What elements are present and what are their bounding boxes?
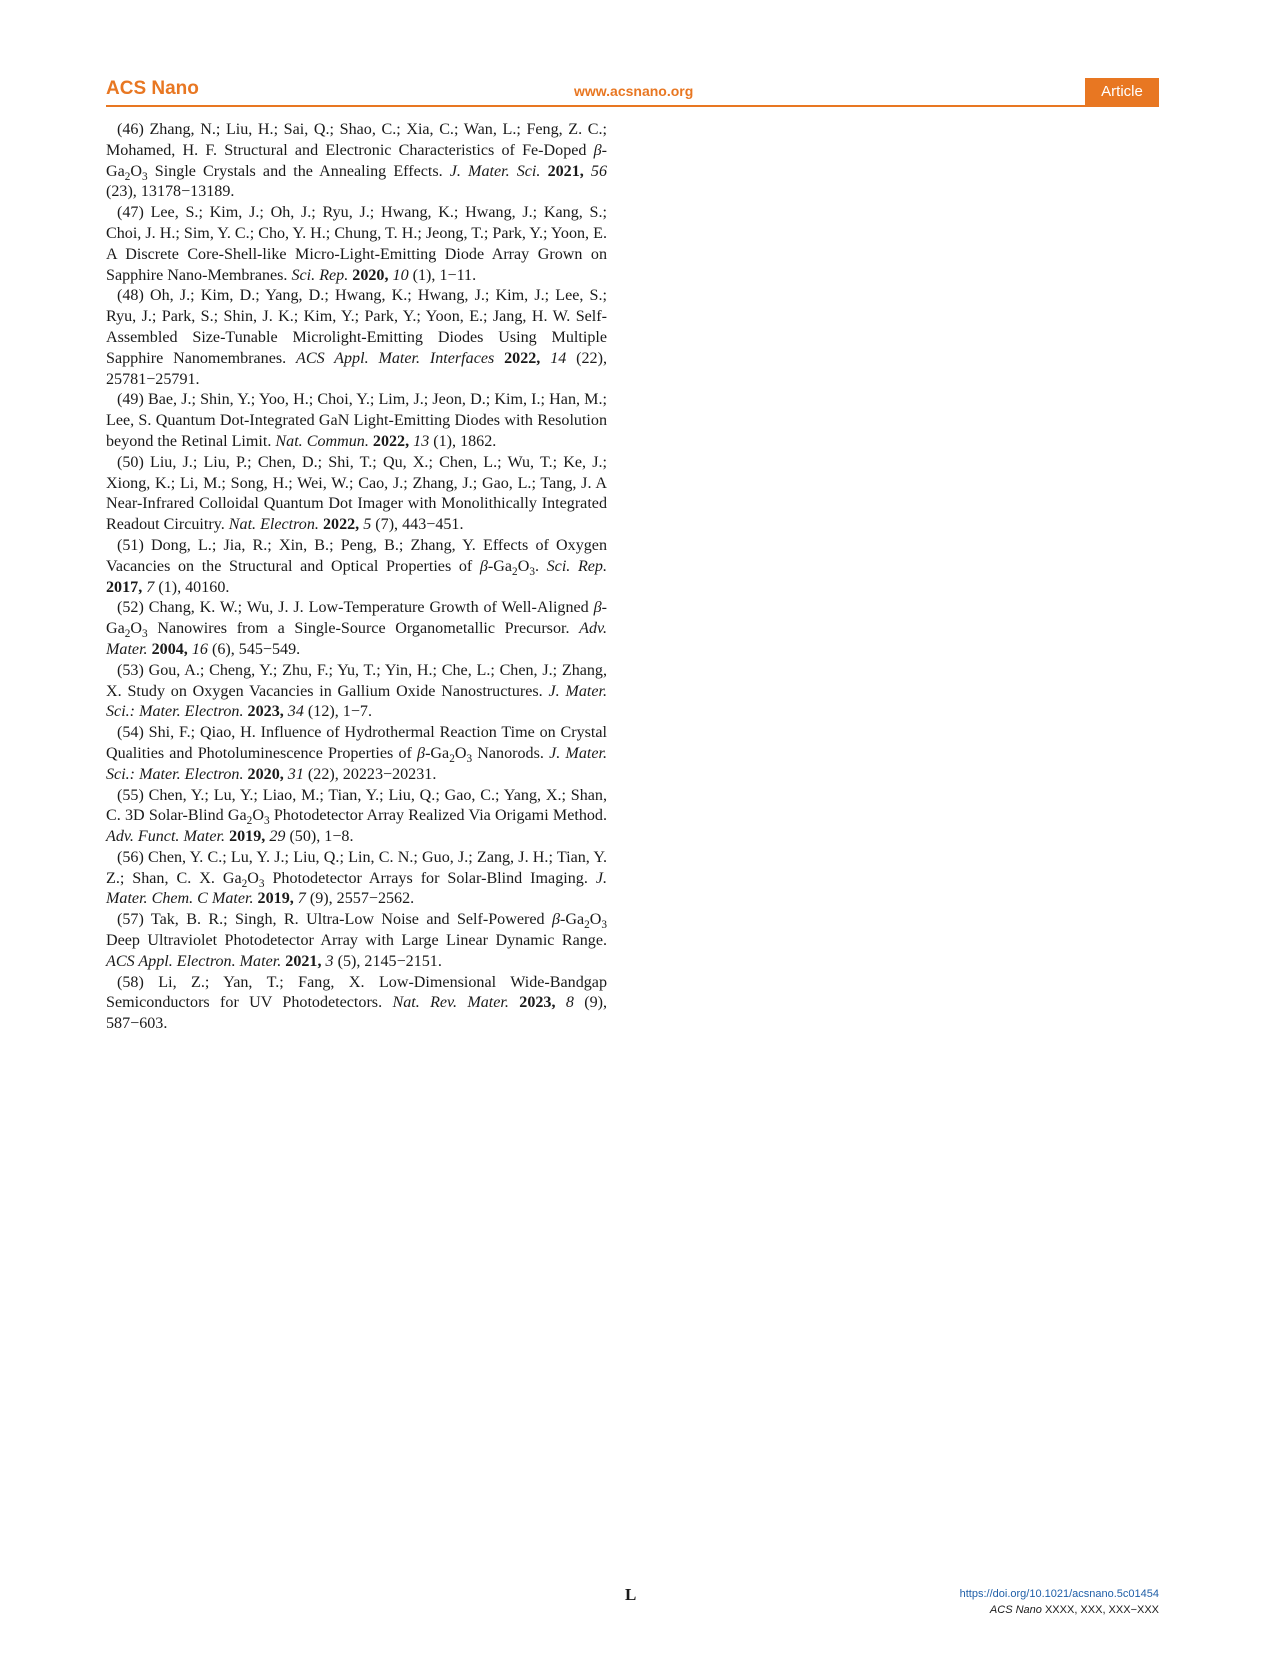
ref-subscript: 2 [124, 628, 131, 641]
ref-title-part: -Ga [487, 557, 513, 575]
ref-beta: β [417, 744, 426, 762]
ref-title: Influence of Hydrothermal Reaction Time on Crystal Qualities and Photoluminescence Properties of [106, 724, 607, 762]
ref-year: 2021, [547, 162, 584, 180]
ref-number: (46) [117, 121, 144, 138]
ref-title: A Near-Infrared Colloidal Quantum Dot Imager with Monolithically Integrated Readout Circuitry. [106, 474, 607, 534]
ref-pages: (9), 587−603. [106, 994, 608, 1033]
ref-subscript: 3 [258, 877, 265, 890]
ref-subscript: 3 [601, 919, 607, 932]
ref-authors: Oh, J.; Kim, D.; Yang, D.; Hwang, K.; Hwang, J.; Kim, J.; Lee, S.; Ryu, J.; Park, S.; Shin, J. K.; Kim, Y.; Park, Y.; Yoon, E.; Jang, H. W. [106, 287, 607, 326]
ref-beta: β [551, 911, 560, 929]
ref-formula-part: O [252, 807, 264, 825]
ref-number: (52) [117, 599, 144, 617]
ref-number: (53) [117, 661, 144, 679]
reference-52 [106, 598, 607, 660]
ref-volume: 13 [413, 432, 430, 450]
reference-49 [106, 390, 607, 452]
ref-volume: 10 [392, 266, 409, 284]
ref-year: 2020, [352, 266, 389, 284]
ref-volume: 5 [363, 516, 372, 534]
ref-journal: J. Mater. Sci.: Mater. Electron. [106, 744, 607, 783]
ref-beta: β [479, 557, 488, 575]
ref-year: 2022, [322, 516, 360, 534]
ref-year: 2020, [247, 765, 284, 783]
ref-year: 2017, [106, 578, 143, 596]
ref-volume: 7 [146, 578, 155, 596]
ref-journal: J. Mater. Sci. [449, 162, 541, 180]
ref-subscript: 2 [241, 877, 248, 890]
reference-57 [106, 910, 607, 972]
ref-number: (49) [117, 391, 144, 409]
page-header [106, 78, 1159, 107]
ref-year: 2022, [372, 432, 410, 450]
ref-authors: Shi, F.; Qiao, H. [148, 724, 256, 742]
footer-journal-name: ACS Nano [989, 1604, 1042, 1616]
ref-volume: 16 [191, 640, 208, 658]
ref-number: (56) [117, 848, 144, 866]
ref-volume: 31 [287, 765, 304, 783]
reference-55 [106, 786, 607, 848]
ref-year: 2023, [519, 994, 556, 1012]
ref-title: A Discrete Core-Shell-like Micro-Light-Emitting Diode Array Grown on Sapphire Nano-Membranes. [106, 245, 607, 284]
ref-title-part: Deep Ultraviolet Photodetector Array with Large Linear Dynamic Range. [106, 932, 607, 950]
ref-pages: (12), 1−7. [307, 703, 372, 721]
ref-journal: Nat. Rev. Mater. [392, 994, 509, 1012]
reference-56 [106, 848, 607, 910]
ref-number: (47) [117, 204, 144, 222]
ref-pages: (22), 25781−25791. [106, 349, 607, 388]
ref-authors: Li, Z.; Yan, T.; Fang, X. [158, 973, 365, 991]
ref-journal: Sci. Rep. [546, 557, 607, 575]
ref-pages: (22), 20223−20231. [307, 765, 437, 783]
ref-authors: Liu, J.; Liu, P.; Chen, D.; Shi, T.; Qu, X.; Chen, L.; Wu, T.; Ke, J.; Xiong, K.; Li, M.; Song, H.; Wei, W.; Cao, J.; Zhang, J.; Gao, L.; Tang, J. [106, 453, 607, 492]
citation-line [990, 1604, 1159, 1616]
ref-title: Ga [222, 869, 242, 887]
ref-year: 2022, [504, 349, 541, 367]
ref-subscript: 2 [449, 753, 455, 766]
ref-title: Structural and Electronic Characteristics of Fe-Doped [224, 141, 587, 159]
ref-authors: Dong, L.; Jia, R.; Xin, B.; Peng, B.; Zhang, Y. [151, 536, 476, 554]
ref-title-part: Nanowires from a Single-Source Organometallic Precursor. [157, 620, 570, 638]
ref-year: 2023, [247, 703, 284, 721]
ref-number: (48) [117, 287, 144, 305]
reference-53 [106, 661, 607, 723]
ref-journal: ACS Appl. Mater. Interfaces [296, 349, 495, 367]
reference-48 [106, 286, 607, 390]
ref-year: 2019, [257, 890, 294, 908]
ref-subscript: 3 [142, 170, 148, 183]
ref-title-part: -Ga [559, 911, 585, 929]
ref-title-part: - Ga [106, 141, 608, 180]
ref-pages: (7), 443−451. [375, 516, 464, 534]
ref-volume: 34 [287, 703, 304, 721]
ref-formula-part: O [589, 911, 602, 929]
journal-website-link[interactable]: www.acsnano.org [574, 83, 694, 99]
ref-year: 2019, [229, 828, 266, 846]
ref-pages: (5), 2145−2151. [337, 952, 442, 970]
ref-formula-part: O [130, 620, 143, 638]
ref-year: 2004, [151, 640, 188, 658]
ref-authors: Lee, S.; Kim, J.; Oh, J.; Ryu, J.; Hwang, K.; Hwang, J.; Kang, S.; Choi, J. H.; Sim, Y. C.; Cho, Y. H.; Chung, T. H.; Jeong, T.; Park, Y.; Yoon, E. [106, 204, 607, 242]
ref-subscript: 2 [584, 919, 590, 932]
ref-title-part: Nanorods. [477, 744, 544, 762]
ref-volume: 29 [269, 828, 286, 846]
ref-pages: (1), 1862. [433, 432, 497, 450]
ref-volume: 7 [297, 890, 306, 908]
page-number: L [625, 1585, 637, 1604]
ref-journal: Sci. Rep. [291, 266, 349, 284]
ref-authors: Tak, B. R.; Singh, R. [150, 911, 299, 929]
ref-title-part: Photodetector Arrays for Solar-Blind Imaging. [272, 869, 588, 887]
ref-number: (51) [117, 536, 144, 554]
ref-title-part: -Ga [425, 744, 450, 762]
ref-title-part: . [534, 557, 539, 575]
ref-title: Low-Dimensional Wide-Bandgap Semiconductors for UV Photodetectors. [106, 973, 607, 1012]
citation-placeholder: XXXX, XXX, XXX−XXX [1044, 1604, 1159, 1616]
ref-title-part: Photodetector Array Realized Via Origami Method. [273, 807, 607, 825]
ref-authors: Gou, A.; Cheng, Y.; Zhu, F.; Yu, T.; Yin, H.; Che, L.; Chen, J.; Zhang, X. [106, 661, 608, 700]
ref-pages: (6), 545−549. [211, 640, 301, 658]
ref-title: Low-Temperature Growth of Well-Aligned [308, 599, 589, 617]
ref-subscript: 3 [263, 815, 270, 828]
ref-journal: J. Mater. Sci.: Mater. Electron. [106, 682, 607, 721]
reference-list [106, 120, 607, 1035]
ref-number: (54) [117, 724, 144, 742]
ref-authors: Chen, Y. C.; Lu, Y. J.; Liu, Q.; Lin, C. N.; Guo, J.; Zang, J. H.; Tian, Y. Z.; Shan, C. X. [106, 848, 607, 887]
ref-subscript: 3 [466, 753, 473, 766]
ref-title: Quantum Dot-Integrated GaN Light-Emitting Diodes with Resolution beyond the Retinal Limit. [106, 412, 607, 450]
reference-51 [106, 536, 607, 598]
ref-formula-part: O [247, 869, 259, 887]
ref-volume: 8 [565, 994, 574, 1012]
ref-pages: (23), 13178−13189. [106, 183, 235, 201]
ref-title: Effects of Oxygen Vacancies on the Structural and Optical Properties of [106, 536, 607, 575]
ref-year: 2021, [285, 952, 322, 970]
ref-title: 3D Solar-Blind Ga [125, 807, 247, 825]
ref-journal: Adv. Funct. Mater. [106, 828, 226, 846]
ref-title-part: -Ga [106, 599, 607, 638]
journal-name: ACS Nano [106, 78, 199, 99]
reference-46 [106, 120, 607, 203]
ref-title: Self-Assembled Size-Tunable Microlight-Emitting Diodes Using Multiple Sapphire Nanomembranes. [106, 308, 607, 367]
reference-47 [106, 203, 607, 286]
ref-number: (57) [117, 911, 144, 929]
ref-formula-part: O [517, 557, 530, 575]
ref-beta: β [593, 599, 602, 617]
ref-journal: J. Mater. Chem. C Mater. [106, 869, 607, 908]
reference-50 [106, 453, 607, 536]
ref-number: (58) [117, 973, 144, 991]
ref-subscript: 3 [529, 565, 535, 578]
ref-authors: Bae, J.; Shin, Y.; Yoo, H.; Choi, Y.; Lim, J.; Jeon, D.; Kim, I.; Han, M.; Lee, S. [106, 391, 607, 430]
ref-formula-part: O [454, 744, 467, 762]
ref-subscript: 2 [246, 815, 253, 828]
ref-pages: (9), 2557−2562. [309, 890, 415, 908]
ref-journal: ACS Appl. Electron. Mater. [106, 952, 282, 970]
ref-pages: (1), 1−11. [412, 266, 477, 284]
ref-journal: Nat. Commun. [275, 432, 369, 450]
ref-authors: Chen, Y.; Lu, Y.; Liao, M.; Tian, Y.; Liu, Q.; Gao, C.; Yang, X.; Shan, C. [106, 786, 607, 825]
ref-subscript: 2 [512, 565, 518, 578]
ref-authors: Chang, K. W.; Wu, J. J. [148, 599, 304, 617]
reference-58 [106, 973, 607, 1035]
doi-link[interactable]: https://doi.org/10.1021/acsnano.5c01454 [959, 1588, 1159, 1600]
ref-title: Ultra-Low Noise and Self-Powered [306, 911, 545, 929]
ref-number: (50) [117, 453, 144, 471]
ref-authors: Zhang, N.; Liu, H.; Sai, Q.; Shao, C.; Xia, C.; Wan, L.; Feng, Z. C.; Mohamed, H. F. [106, 121, 607, 159]
ref-subscript: 2 [124, 170, 131, 183]
ref-journal: Nat. Electron. [228, 516, 319, 534]
ref-beta: β [593, 141, 602, 159]
ref-formula-part: O [130, 162, 143, 180]
ref-title: Study on Oxygen Vacancies in Gallium Oxide Nanostructures. [127, 682, 543, 700]
ref-volume: 56 [590, 162, 607, 180]
ref-pages: (1), 40160. [158, 578, 230, 596]
ref-volume: 3 [325, 952, 334, 970]
ref-journal: Adv. Mater. [106, 620, 608, 658]
ref-pages: (50), 1−8. [289, 828, 354, 846]
reference-54 [106, 723, 607, 785]
ref-number: (55) [117, 786, 144, 804]
ref-volume: 14 [550, 349, 567, 367]
article-type-badge: Article [1085, 78, 1159, 105]
ref-subscript: 3 [142, 628, 148, 641]
ref-title-part: Single Crystals and the Annealing Effects. [154, 162, 443, 180]
